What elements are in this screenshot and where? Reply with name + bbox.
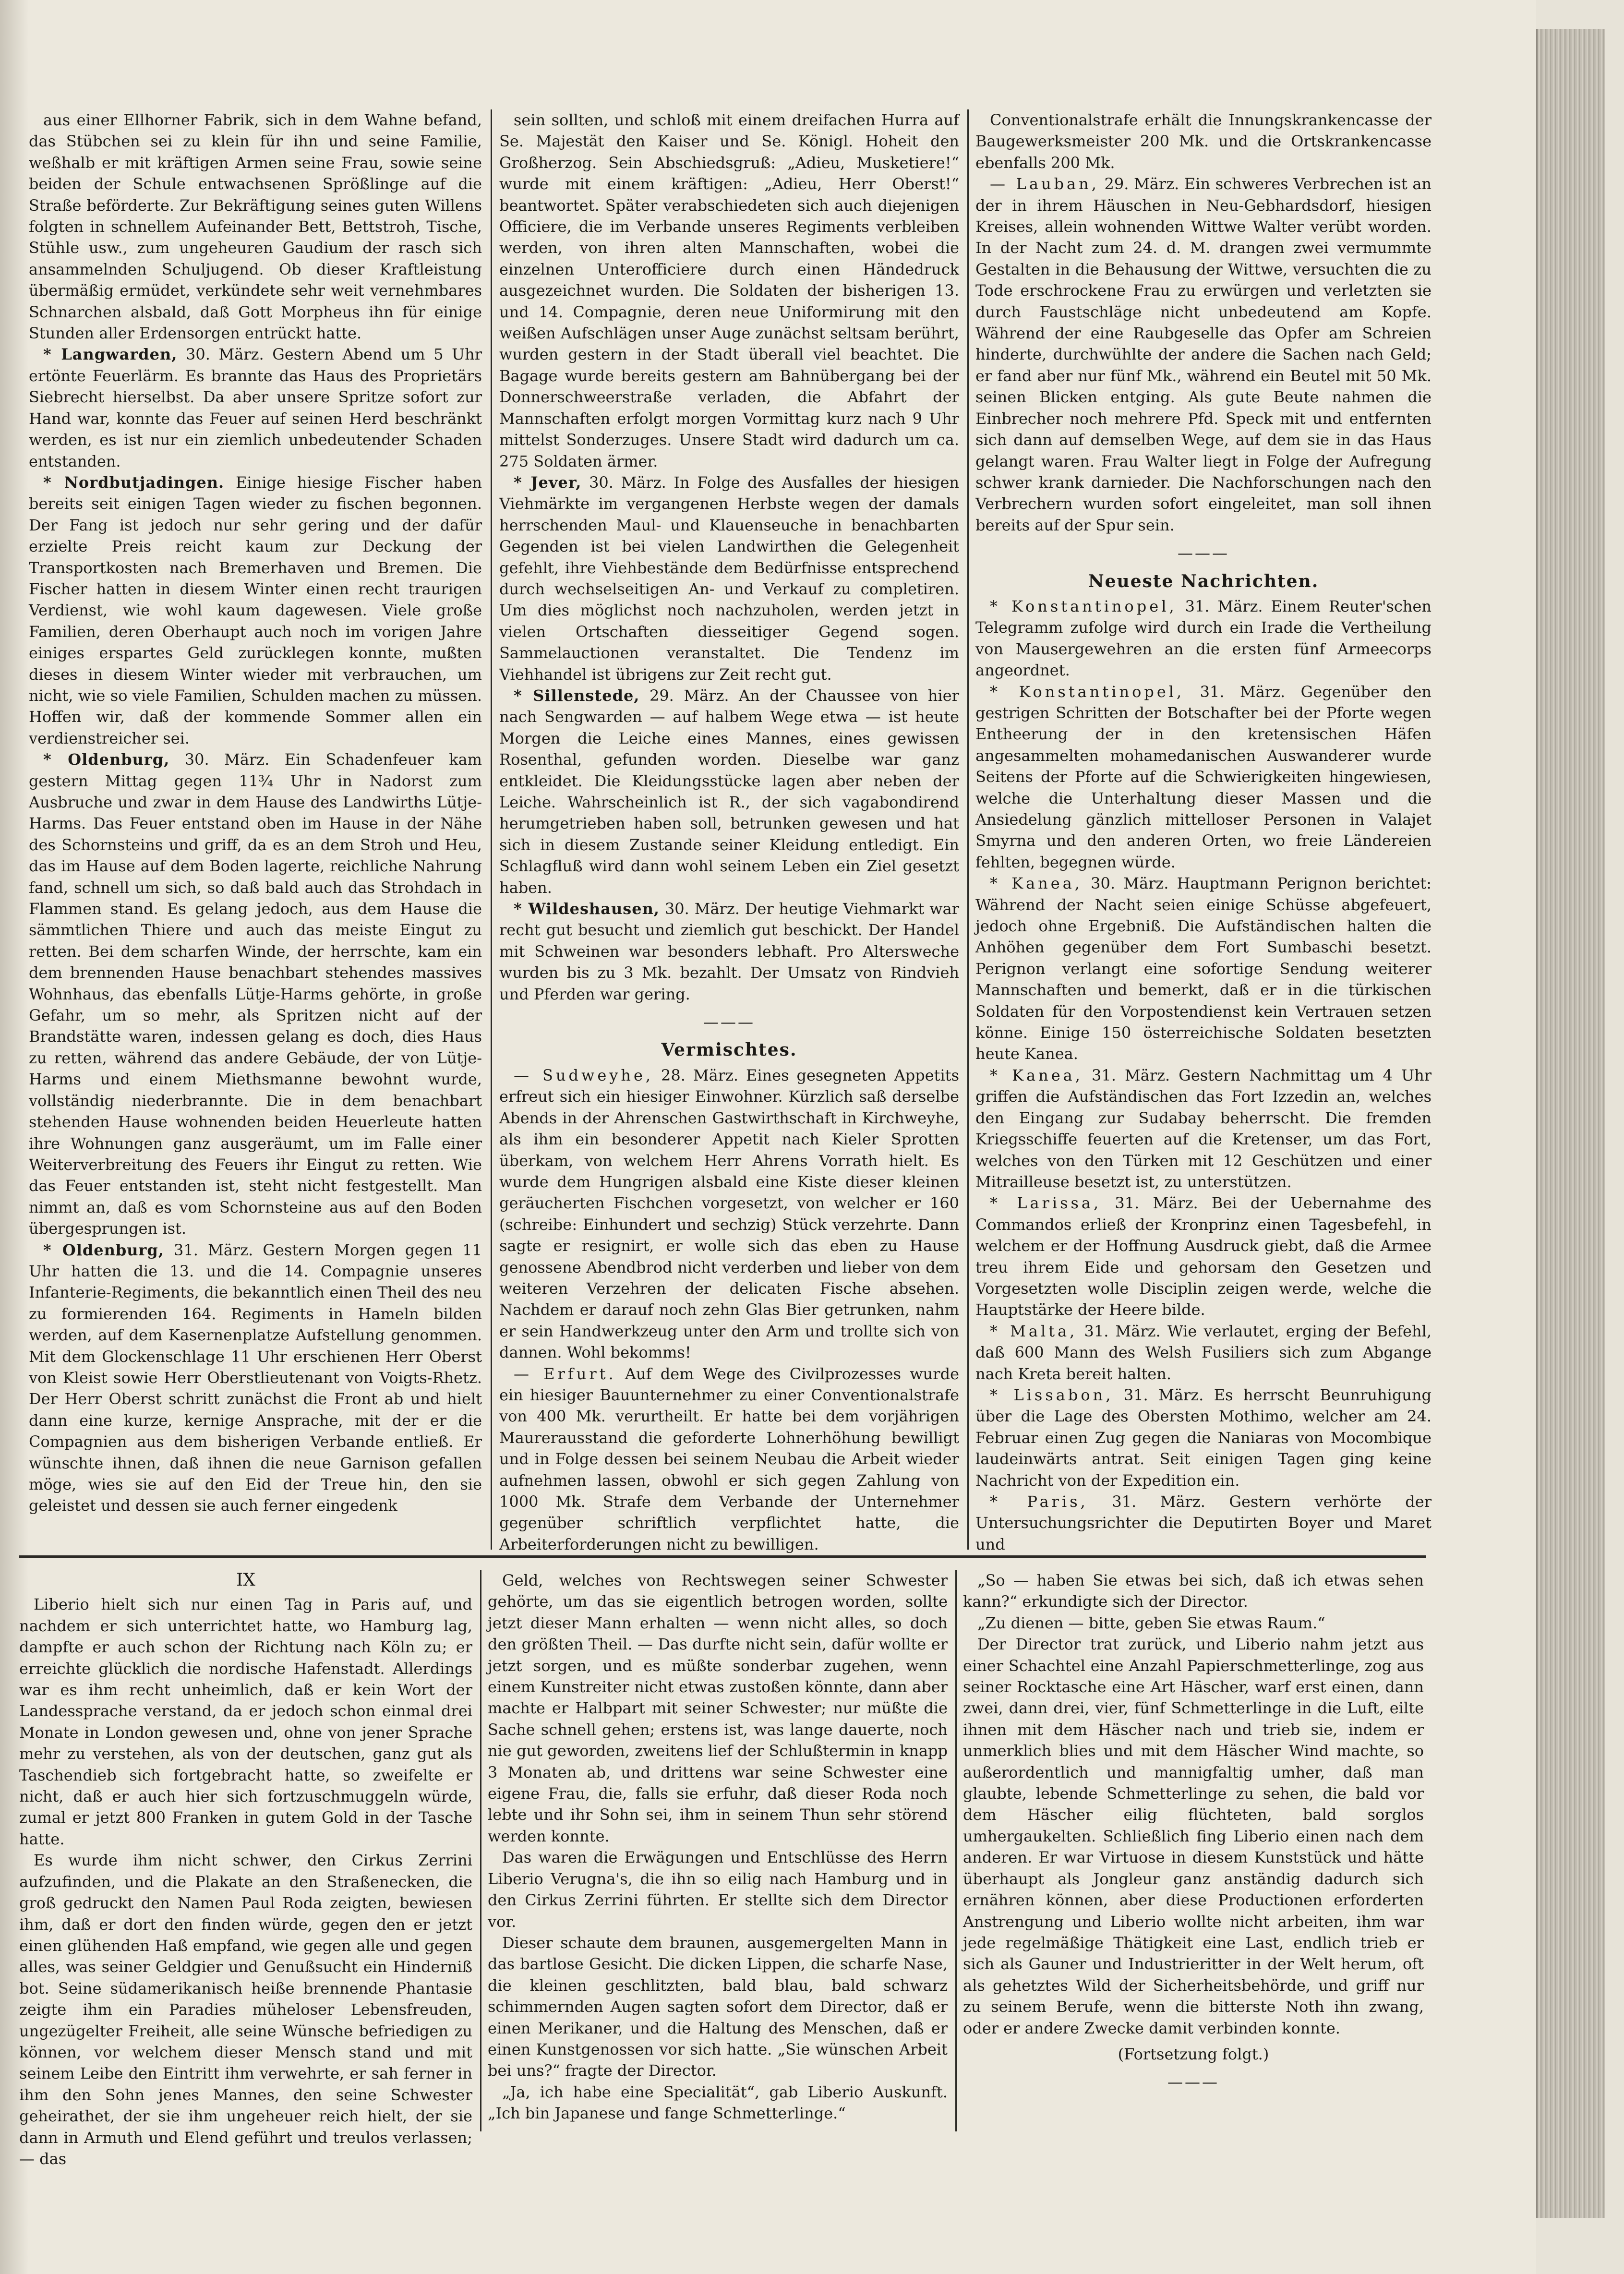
article-text: Das waren die Erwägungen und Entschlüsse des Herrn Liberio Verugna's, die ihn so eilig nach Hamburg und in den Cirkus Zerrini führten. Er stellte sich dem Director vor. [488, 1848, 948, 1931]
article-paragraph [488, 1570, 948, 1847]
article-paragraph [499, 1065, 959, 1363]
article-text: 31. März. Bei der Uebernahme des Commandos erließ der Kronprinz einen Tagesbefehl, in welchem er der Hoffnung Ausdruck giebt, daß die Armee treu ihrem Eide und gehorsam den Gesetzen und Vorgesetzten wolle Disciplin zeigen werde, welche die Hauptstärke der Heere bilde. [975, 1194, 1432, 1319]
article-paragraph [29, 749, 482, 1239]
dateline-place: — Erfurt. [514, 1364, 616, 1383]
article-paragraph [19, 1850, 472, 2169]
article-text: sein sollten, und schloß mit einem dreifachen Hurra auf Se. Majestät den Kaiser und Se. Königl. Hoheit den Großherzog. Sein Abschiedsgruß: „Adieu, Musketiere!“ wurde mit einem kräftigen: „Adieu, Herr Oberst!“ beantwortet. Später verabschiedeten sich auch diejenigen Officiere, die im Verbande unseres Regiments verbleiben werden, von ihren alten Mannschaften, wobei die einzelnen Unterofficiere durch einen Händedruck ausgezeichnet wurden. Die Soldaten der bisherigen 13. und 14. Compagnie, deren neue Uniformirung mit den weißen Aufschlägen unser Auge zunächst seltsam berührt, wurden gestern in der Stadt überall viel beachtet. Die Bagage wurde bereits gestern am Bahnübergang bei der Donnerschweerstraße verladen, die Abfahrt der Mannschaften erfolgt morgen Vormittag kurz nach 9 Uhr mittelst Sonderzuges. Unsere Stadt wird dadurch um ca. 275 Soldaten ärmer. [499, 111, 959, 470]
article-text: 31. März. Gegenüber den gestrigen Schritten der Botschafter bei der Pforte wegen Entheerung der in den kretensischen Häfen angesammelten mohamedanischen Auswanderer wurde Seitens der Pforte auf die Schwierigkeiten hingewiesen, welche die Unterhaltung dieser Massen und die Ansiedelung gänzlich mittelloser Personen in Valajet Smyrna und den anderen Orten, wo freie Ländereien fehlten, begegnen würde. [975, 682, 1432, 871]
article-paragraph [963, 1570, 1424, 1612]
dateline-place: * Larissa, [990, 1194, 1102, 1213]
news-column-2 [499, 109, 959, 1554]
article-paragraph [488, 1932, 948, 2081]
article-text: 31. März. Einem Reuter'schen Telegramm zufolge wird durch ein Irade die Vertheilung von Mausergewehren an die ersten fünf Armeecorps angeordnet. [975, 597, 1432, 680]
article-text: Geld, welches von Rechtswegen seiner Schwester gehörte, um das sie eigentlich betrogen worden, sollte jetzt dieser Mann erhalten — wenn nicht alles, so doch den größten Theil. — Das durfte nicht sein, dafür wollte er jetzt sorgen, und es müßte sonderbar zugehen, wenn einem Kunstreiter nicht etwas zustoßen könnte, dann aber machte er Halbpart mit seiner Schwester; nur müßte die Sache schnell gehen; erstens ist, was lange dauerte, noch nie gut geworden, zweitens lief der Schlußtermin in knapp 3 Monaten ab, und drittens war seine Schwester eine eigene Frau, die, falls sie erfuhr, daß dieser Roda noch lebte und ihr Sohn sei, ihm in seinem Thun sehr störend werden konnte. [488, 1571, 948, 1845]
article-text: Der Director trat zurück, und Liberio nahm jetzt aus einer Schachtel eine Anzahl Papierschmetterlinge, zog aus seiner Rocktasche eine Art Häscher, warf erst einen, dann zwei, dann drei, vier, fünf Schmetterlinge in die Luft, eilte ihnen mit dem Häscher nach und trieb sie, indem er unmerklich blies und mit dem Häscher Wind machte, so außerordentlich und mannigfaltig umher, daß man glaubte, lebende Schmetterlinge zu sehen, die bald vor dem Häscher eilig flüchteten, bald sorglos umhergaukelten. Schließlich fing Liberio einen nach dem anderen. Er war Virtuose in diesem Kunststück und hätte überhaupt als Jongleur ganz anständig dadurch sich ernähren können, aber diese Productionen erforderten Anstrengung und Liberio wollte nicht arbeiten, ihm war jede regelmäßige Thätigkeit eine Last, endlich trieb er sich als Gauner und Industrieritter in der Welt herum, oft als gehetztes Wild der Sicherheitsbehörde, und griff nur zu seinem Berufe, wenn die bitterste Noth ihn zwang, oder er andere Zwecke damit verbinden konnte. [963, 1635, 1424, 2037]
article-text: 28. März. Eines gesegneten Appetits erfreut sich ein hiesiger Einwohner. Kürzlich saß derselbe Abends in der Ahrenschen Gastwirthschaft in Kirchweyhe, als ihm ein besonderer Appetit nach Kieler Sprotten überkam, von welchem Herr Ahrens Vorrath hielt. Es wurde dem Hungrigen alsbald eine Kiste dieser kleinen geräucherten Fischchen vorgesetzt, von welcher er 160 (schreibe: Einhundert und sechzig) Stück verzehrte. Dann sagte er resignirt, er wolle sich das eben zu Hause genossene Abendbrod nicht verderben und lieber von dem weiteren Verzehren der delicaten Fische absehen. Nachdem er darauf noch zehn Glas Bier getrunken, nahm er sein Handwerkzeug unter den Arm und trollte sich von dannen. Wohl bekomms! [499, 1066, 959, 1362]
dateline-place: * Konstantinopel, [990, 682, 1185, 701]
article-paragraph [19, 1594, 472, 1850]
dateline-place: * Oldenburg, [43, 750, 170, 769]
article-text: 29. März. Ein schweres Verbrechen ist an der in ihrem Häuschen in Neu-Gebhardsdorf, hiesigen Kreises, allein wohnenden Wittwe Walter verübt worden. In der Nacht zum 24. d. M. drangen zwei vermummte Gestalten in die Behausung der Wittwe, versuchten die zu Tode erschrockene Frau zu erwürgen und verletzten sie durch Faustschläge nicht unbedeutend am Kopfe. Während der eine Raubgeselle das Opfer am Schreien hinderte, durchwühlte der andere die Sachen nach Geld; er fand aber nur fünf Mk., während ein Beutel mit 50 Mk. seinen Blicken entging. Als gute Beute nahmen die Einbrecher noch mehrere Pfd. Speck mit und entfernten sich dann auf demselben Wege, auf dem sie in das Haus gelangt waren. Frau Walter liegt in Folge der Aufregung schwer krank darnieder. Die Nachforschungen nach den Verbrechern wurden sofort eingeleitet, man soll ihnen bereits auf der Spur sein. [975, 175, 1432, 534]
section-heading: Vermischtes. [661, 1040, 797, 1060]
article-text: Conventionalstrafe erhält die Innungskrankencasse der Baugewerksmeister 200 Mk. und die Ortskrankencasse ebenfalls 200 Mk. [975, 111, 1432, 172]
article-paragraph [975, 1192, 1432, 1320]
dateline-place: * Kanea, [990, 1066, 1083, 1084]
chapter-numeral: IX [236, 1570, 255, 1590]
news-column-1 [29, 109, 482, 1554]
separator-dash: ——— [703, 1013, 755, 1032]
article-paragraph [29, 1239, 482, 1516]
article-text: 31. März. Gestern Nachmittag um 4 Uhr griffen die Aufständischen das Fort Izzedin an, welches den Eingang zur Sudabay beherrscht. Die fremden Kriegsschiffe feuerten auf die Kretenser, um das Fort, welches von den Türken mit 12 Geschützen und einer Mitrailleuse besetzt ist, zu unterstützen. [975, 1066, 1432, 1191]
article-text: 30. März. Ein Schadenfeuer kam gestern Mittag gegen 11¾ Uhr in Nadorst zum Ausbruche und zwar in dem Hause des Landwirths Lütje-Harms. Das Feuer entstand oben im Hause in der Nähe des Schornsteins und griff, da es an dem Stroh und Heu, das im Hause auf dem Boden lagerte, reichliche Nahrung fand, schnell um sich, so daß bald auch das Strohdach in Flammen stand. Es gelang jedoch, aus dem Hause die sämmtlichen Thiere und auch das meiste Eingut zu retten. Bei dem scharfen Winde, der herrschte, kam ein dem brennenden Hause benachbart stehendes massives Wohnhaus, das ebenfalls Lütje-Harms gehörte, in große Gefahr, um so mehr, als Spritzen nicht auf der Brandstätte waren, indessen gelang es doch, dies Haus zu retten, während das andere Gebäude, der von Lütje-Harms und einem Miethsmanne bewohnt wurde, vollständig niederbrannte. Die in dem benachbart stehenden Hause wohnenden beiden Heuerleute hatten ihre Wohnungen ganz ausgeräumt, um im Falle einer Weiterverbreitung des Feuers ihr Eingut zu retten. Wie das Feuer entstanden ist, steht nicht festgestellt. Man nimmt an, daß es vom Schornsteine aus auf den Boden übergesprungen ist. [29, 750, 482, 1238]
dateline-place: — Lauban, [990, 175, 1099, 193]
article-text: Es wurde ihm nicht schwer, den Cirkus Zerrini aufzufinden, und die Plakate an den Straßenecken, die groß gedruckt den Namen Paul Roda zeigten, bewiesen ihm, daß er dort den finden würde, gegen den er jetzt einen glühenden Haß empfand, wie gegen alle und gegen alles, was seiner Geldgier und Genußsucht ein Hinderniß bot. Seine südamerikanisch heiße brennende Phantasie zeigte ihm ein Paradies müheloser Lebensfreuden, ungezügelter Freiheit, alle seine Wünsche befriedigen zu können, vor welchem dieser Mensch stand und mit seinem Leibe den Eintritt ihm verwehrte, er sah ferner in ihm den Sohn jenes Mannes, den seine Schwester geheirathet, der sie ihm ungeheuer reich hielt, der sie dann in Armuth und Elend geführt und treulos verlassen; — das [19, 1851, 472, 2168]
article-text: 31. März. Gestern Morgen gegen 11 Uhr hatten die 13. und die 14. Compagnie unseres Infanterie-Regiments, die bekanntlich einen Theil des neu zu formierenden 164. Regiments in Hameln bilden werden, auf dem Kasernenplatze Aufstellung genommen. Mit dem Glockenschlage 11 Uhr erschienen Herr Oberst von Kleist sowie Herr Oberstlieutenant von Voigts-Rhetz. Der Herr Oberst schritt zunächst die Front ab und hielt dann eine kurze, kernige Ansprache, mit der er die Compagnien aus dem bisherigen Verbande entließ. Er wünschte ihnen, daß ihnen die neue Garnison gefallen möge, wies sie auf den Eid der Treue hin, den sie geleistet und dessen sie auch ferner eingedenk [29, 1240, 482, 1515]
article-text: 30. März. Hauptmann Perignon berichtet: Während der Nacht seien einige Schüsse abgefeuert, jedoch ohne Ergebniß. Die Aufständischen halten die Anhöhen gegenüber dem Fort Sumbaschi besetzt. Perignon verlangt eine sofortige Sendung weiterer Mannschaften und bemerkt, daß er in die türkischen Soldaten für den Vorpostendienst kein Vertrauen setzen könne. Einige 150 österreichische Soldaten besetzten heute Kanea. [975, 874, 1432, 1063]
article-text: Liberio hielt sich nur einen Tag in Paris auf, und nachdem er sich unterrichtet hatte, wo Hamburg lag, dampfte er auch schon der Richtung nach Köln zu; er erreichte glücklich die nordische Hafenstadt. Allerdings war es ihm recht unheimlich, daß er kein Wort der Landessprache verstand, da er jedoch schon einmal drei Monate in London gewesen und, ohne von jener Sprache mehr zu verstehen, als von der deutschen, ganz gut als Taschendieb sich fortgebracht hatte, so zweifelte er nicht, daß er auch hier sich fortzuschmuggeln würde, zumal er jetzt 800 Franken in gutem Gold in der Tasche hatte. [19, 1595, 472, 1848]
article-paragraph [963, 1634, 1424, 2039]
column-rule-2 [967, 109, 969, 1550]
article-text: „So — haben Sie etwas bei sich, daß ich etwas sehen kann?“ erkundigte sich der Director. [963, 1571, 1424, 1611]
dateline-place: * Langwarden, [43, 345, 178, 364]
article-paragraph [499, 109, 959, 472]
article-paragraph [488, 2081, 948, 2124]
feuilleton-rule-1 [480, 1570, 481, 2131]
feuilleton-column-1 [19, 1570, 472, 2168]
section-heading: Neueste Nachrichten. [1088, 571, 1319, 591]
article-paragraph [975, 596, 1432, 681]
dateline-place: * Kanea, [990, 874, 1083, 893]
feuilleton-rule-2 [955, 1570, 957, 2131]
dateline-place: — Sudweyhe, [514, 1066, 654, 1084]
article-text: 31. März. Gestern verhörte der Untersuchungsrichter die Deputirten Boyer und Maret und [975, 1492, 1432, 1553]
article-paragraph [499, 472, 959, 685]
continuation-note: (Fortsetzung folgt.) [1118, 2045, 1269, 2063]
article-text: 30. März. Gestern Abend um 5 Uhr ertönte Feuerlärm. Es brannte das Haus des Proprietärs Siebrecht hierselbst. Da aber unsere Spritze sofort zur Hand war, konnte das Feuer auf seinen Herd beschränkt werden, es ist nur ein ziemlich unbedeutender Schaden entstanden. [29, 345, 482, 470]
article-paragraph [488, 1847, 948, 1932]
news-column-3 [975, 109, 1432, 1554]
article-paragraph [499, 685, 959, 898]
article-paragraph [963, 1612, 1424, 1634]
dateline-place: * Malta, [990, 1322, 1078, 1340]
dateline-place: * Jever, [514, 473, 582, 492]
article-text: 30. März. Der heutige Viehmarkt war recht gut besucht und ziemlich gut beschickt. Der Handel mit Schweinen war besonders lebhaft. Pro Altersweche wurden bis zu 3 Mk. bezahlt. Der Umsatz von Rindvieh und Pferden war gering. [499, 900, 959, 1003]
article-paragraph [29, 344, 482, 471]
article-text: Einige hiesige Fischer haben bereits seit einigen Tagen wieder zu fischen begonnen. Der Fang ist jedoch nur sehr gering und der dafür erzielte Preis reicht kaum zur Deckung der Transportkosten nach Bremerhaven und Bremen. Die Fischer hatten in diesem Winter einen recht traurigen Verdienst, wie wohl kaum dagewesen. Viele große Familien, deren Oberhaupt auch noch im vorigen Jahre einiges erspartes Geld zurücklegen konnte, mußten dieses in diesem Winter wieder mit verbrauchen, um nicht, wie so viele Familien, Schulden machen zu müssen. Hoffen wir, daß der kommende Sommer allen ein verdienstreicher sei. [29, 473, 482, 747]
article-text: Auf dem Wege des Civilprozesses wurde ein hiesiger Bauunternehmer zu einer Conventionalstrafe von 400 Mk. verurtheilt. Er hatte bei dem vorjährigen Maurerausstand die geforderte Lohnerhöhung bewilligt und in Folge dessen bei seinem Neubau die Arbeit wieder aufnehmen lassen, obwohl er sich gegen Zahlung von 1000 Mk. Strafe dem Verbande der Unternehmer gegenüber schriftlich verpflichtet hatte, die Arbeiterforderungen nicht zu bewilligen. [499, 1364, 960, 1553]
separator-dash: ——— [1167, 2073, 1219, 2092]
dateline-place: * Oldenburg, [43, 1240, 164, 1259]
article-paragraph [975, 681, 1432, 873]
article-text: „Ja, ich habe eine Specialität“, gab Liberio Auskunft. „Ich bin Japanese und fange Schmetterlinge.“ [488, 2082, 948, 2123]
article-paragraph [975, 1384, 1432, 1491]
article-paragraph [975, 1321, 1432, 1384]
article-text: 31. März. Wie verlautet, erging der Befehl, daß 600 Mann des Welsh Fusiliers sich zum Abgange nach Kreta bereit halten. [975, 1322, 1432, 1383]
article-paragraph [499, 1363, 959, 1555]
article-text: 30. März. In Folge des Ausfalles der hiesigen Viehmärkte im vergangenen Herbste wegen der damals herrschenden Maul- und Klauenseuche in benachbarten Gegenden ist bei vielen Landwirthen die Gelegenheit gefehlt, ihre Viehbestände dem Bedürfnisse entsprechend durch wechselseitigen An- und Verkauf zu completiren. Um dies möglichst noch nachzuholen, werden jetzt in vielen Ortschaften diesseitiger Gegend sogen. Sammelauctionen veranstaltet. Die Tendenz im Viehhandel ist übrigens zur Zeit recht gut. [499, 473, 960, 684]
feuilleton-column-2 [488, 1570, 948, 2136]
dateline-place: * Wildeshausen, [514, 900, 660, 918]
feuilleton-column-3 [963, 1570, 1424, 2136]
article-paragraph [975, 173, 1432, 536]
book-page-edges [1536, 29, 1605, 2218]
article-paragraph [975, 1065, 1432, 1192]
article-text: aus einer Ellhorner Fabrik, sich in dem Wahne befand, das Stübchen sei zu klein für ihn und seine Familie, weßhalb er mit kräftigen Armen seine Frau, sowie seine beiden der Schule entwachsenen Sprößlinge auf die Straße beförderte. Zur Bekräftigung seines guten Willens folgten in schnellem Aufeinander Bett, Bettstroh, Tische, Stühle usw., zum ungeheuren Gaudium der rasch sich ansammelnden Schuljugend. Ob dieser Kraftleistung übermäßig ermüdet, verkündete sehr weit vernehmbares Schnarchen alsbald, daß Gott Morpheus ihn für einige Stunden aller Erdensorgen entrückt hatte. [29, 111, 482, 343]
article-paragraph [29, 472, 482, 749]
dateline-place: * Nordbutjadingen. [43, 473, 225, 492]
dateline-place: * Paris, [990, 1492, 1088, 1511]
article-paragraph [29, 109, 482, 344]
article-text: 29. März. An der Chaussee von hier nach Sengwarden — auf halbem Wege etwa — ist heute Morgen die Leiche eines Mannes, eines gewissen Rosenthal, gefunden worden. Dieselbe war ganz entkleidet. Die Kleidungsstücke lagen aber neben der Leiche. Wahrscheinlich ist R., der sich vagabondirend herumgetrieben haben soll, betrunken gewesen und hat sich in diesem Zustande seiner Kleidung entledigt. Ein Schlagfluß wird dann wohl seinem Leben ein Ziel gesetzt haben. [499, 686, 960, 897]
article-paragraph [975, 109, 1432, 173]
dateline-place: * Sillenstede, [514, 686, 640, 705]
article-paragraph [975, 1491, 1432, 1555]
feuilleton-divider [19, 1555, 1426, 1558]
article-paragraph [975, 873, 1432, 1065]
column-rule-1 [491, 109, 492, 1550]
article-text: Dieser schaute dem braunen, ausgemergelten Mann in das bartlose Gesicht. Die dicken Lippen, die scharfe Nase, die kleinen geschlitzten, bald blau, bald schwarz schimmernden Augen sagten sofort dem Director, daß er einen Merikaner, und die Haltung des Menschen, daß er einen Kunstgenossen vor sich hatte. „Sie wünschen Arbeit bei uns?“ fragte der Director. [488, 1933, 948, 2080]
dateline-place: * Konstantinopel, [990, 597, 1177, 615]
article-paragraph [499, 898, 959, 1005]
dateline-place: * Lissabon, [990, 1385, 1114, 1404]
article-text: 31. März. Es herrscht Beunruhigung über die Lage des Obersten Mothimo, welcher am 24. Februar einen Zug gegen die Naniaras von Mocombique laudeinwärts antrat. Seit einigen Tagen ging keine Nachricht von der Expedition ein. [975, 1385, 1432, 1490]
article-text: „Zu dienen — bitte, geben Sie etwas Raum.“ [977, 1613, 1325, 1632]
separator-dash: ——— [1178, 544, 1229, 563]
